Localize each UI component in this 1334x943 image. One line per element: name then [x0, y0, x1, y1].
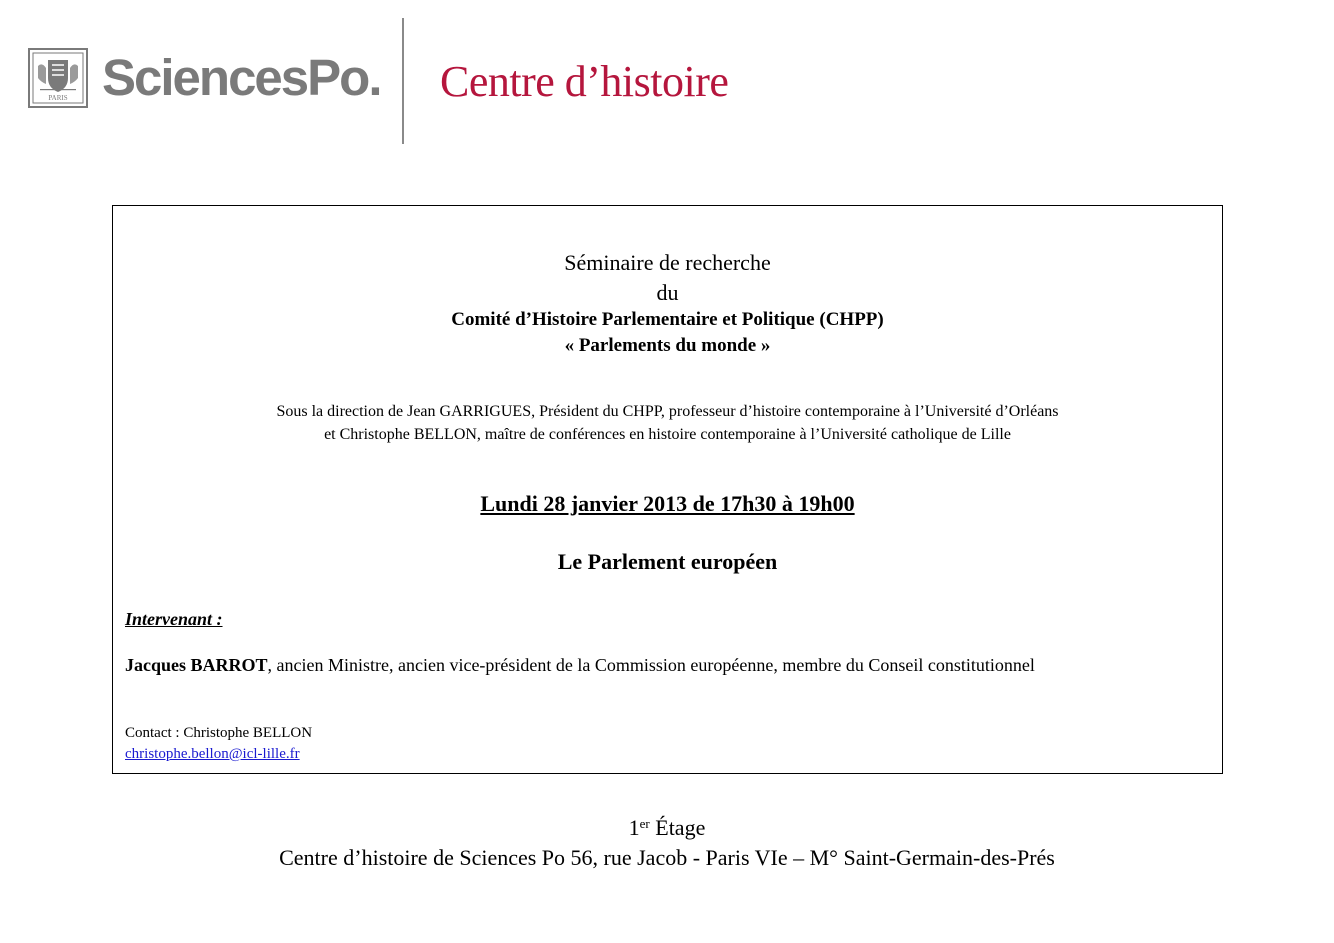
direction-line-2: et Christophe BELLON, maître de conférences en histoire contemporaine à l’Université catholique de Lille [324, 426, 1011, 443]
speaker-name: Jacques BARROT [125, 655, 268, 675]
series-name: « Parlements du monde » [564, 335, 771, 356]
seal-caption: PARIS [48, 94, 68, 102]
speaker-label: Intervenant : [125, 609, 223, 629]
contact-email-link[interactable]: christophe.bellon@icl-lille.fr [125, 746, 300, 762]
venue-address: Centre d’histoire de Sciences Po 56, rue Jacob - Paris VIe – M° Saint-Germain-des-Prés [279, 845, 1055, 870]
floor-info [0, 815, 1334, 841]
sciencespo-wordmark: SciencesPo. [102, 49, 381, 106]
speaker-line [125, 655, 1035, 676]
header-divider [402, 18, 404, 144]
floor-suffix: er [639, 816, 650, 831]
floor-number: 1 [628, 815, 640, 840]
seminar-topic: Le Parlement européen [557, 549, 778, 574]
direction-line-1: Sous la direction de Jean GARRIGUES, Président du CHPP, professeur d’histoire contemporaine à l’Université d’Orléans [276, 403, 1059, 420]
seminar-title: Séminaire de recherche [564, 250, 771, 275]
speaker-description: , ancien Ministre, ancien vice-président de la Commission européenne, membre du Conseil constitutionnel [267, 655, 1035, 675]
page-header [0, 0, 1334, 150]
committee-name: Comité d’Histoire Parlementaire et Politique (CHPP) [451, 309, 884, 330]
floor-word: Étage [649, 815, 706, 840]
centre-title: Centre d’histoire [440, 57, 729, 106]
seminar-announcement-box [112, 205, 1223, 774]
contact-line: Contact : Christophe BELLON [125, 725, 313, 741]
seminar-date-text: Lundi 28 janvier 2013 de 17h30 à 19h00 [480, 491, 855, 516]
sciencespo-seal-logo [28, 48, 88, 108]
seminar-connector: du [656, 280, 679, 305]
seminar-date [113, 491, 1222, 517]
